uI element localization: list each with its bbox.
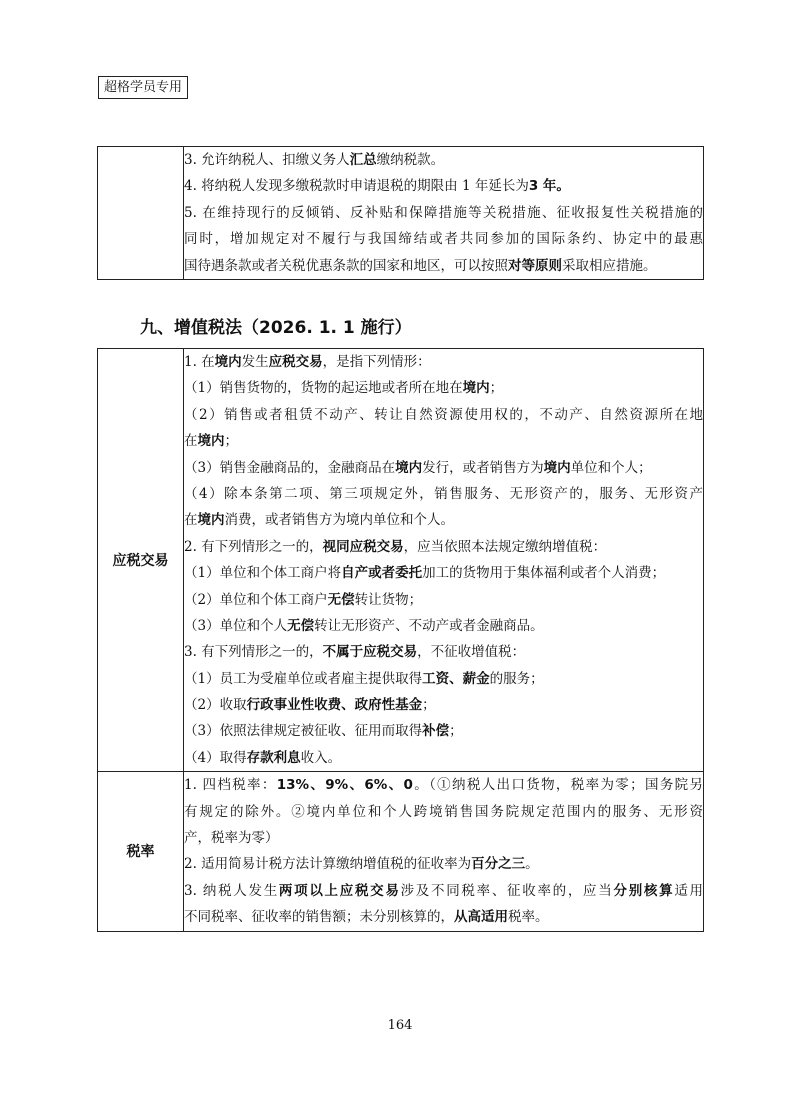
text: 适用	[674, 882, 703, 899]
row-content	[184, 349, 704, 772]
bold-text: 存款利息	[246, 749, 301, 766]
text: 2. 适用简易计税方法计算缴纳增值税的征收率为	[184, 856, 472, 873]
text: ；	[449, 723, 463, 740]
text: （3）单位和个人	[184, 617, 288, 634]
text: 产，税率为零）	[184, 830, 279, 847]
row-label: 税率	[98, 772, 184, 931]
text-line	[184, 851, 703, 877]
bold-text: 3 年。	[528, 178, 570, 195]
text: （3）销售金融商品的，金融商品在	[184, 459, 396, 476]
text: （2）收取	[184, 697, 247, 714]
text: 1. 在	[184, 354, 215, 370]
text: 4. 将纳税人发现多缴税款时申请退税的期限由 1 年延长为	[184, 178, 529, 195]
header-badge: 超格学员专用	[98, 76, 188, 99]
text-line	[184, 772, 703, 798]
text-line	[184, 560, 703, 586]
text-line	[184, 904, 703, 930]
continuation-label-cell	[98, 147, 184, 280]
bold-text: 无偿	[287, 617, 315, 634]
text-line	[184, 455, 703, 481]
bold-text: 13%、9%、6%、0	[276, 777, 413, 794]
text: 税率。	[508, 909, 549, 926]
bold-text: 工资、薪金	[422, 670, 490, 687]
continuation-table	[97, 146, 704, 280]
text-line	[184, 147, 703, 173]
text-line	[184, 534, 703, 560]
bold-text: 行政事业性收费、政府性基金	[246, 697, 423, 714]
bold-text: 两项以上应税交易	[278, 882, 401, 899]
text: 采取相应措施。	[562, 257, 657, 274]
vat-row-tax-rate	[98, 772, 704, 931]
text: ；	[224, 433, 238, 450]
text: （1）员工为受雇单位或者雇主提供取得	[184, 670, 423, 687]
bold-text: 境内	[214, 354, 242, 370]
text: 不同税率、征收率的销售额；未分别核算的，	[184, 909, 454, 926]
text: 缴纳税款。	[376, 152, 445, 168]
vat-row-taxable-transaction	[98, 349, 704, 772]
text: 消费，或者销售方为境内单位和个人。	[224, 512, 454, 529]
row-label: 应税交易	[98, 349, 184, 772]
bold-text: 百分之三	[471, 856, 526, 873]
text-line	[184, 481, 703, 507]
bold-text: 境内	[462, 380, 490, 397]
text-line	[184, 587, 703, 613]
text: 3. 纳税人发生	[184, 882, 279, 899]
text: 国待遇条款或者关税优惠条款的国家和地区，可以按照	[184, 257, 508, 274]
bold-text: 不属于应税交易	[322, 644, 418, 661]
text-line	[184, 226, 703, 252]
text: 发生	[241, 354, 269, 370]
text: 3. 允许纳税人、扣缴义务人	[184, 152, 350, 168]
text: （1）单位和个体工商户将	[184, 565, 342, 582]
bold-text: 对等原则	[508, 257, 562, 274]
bold-text: 视同应税交易	[322, 538, 404, 555]
text: 转让货物；	[354, 591, 423, 608]
bold-text: 无偿	[327, 591, 355, 608]
text: （4）除本条第二项、第三项规定外，销售服务、无形资产的，服务、无形资产	[184, 485, 703, 502]
bold-text: 汇总	[349, 152, 377, 168]
text: （1）销售货物的，货物的起运地或者所在地在	[184, 380, 463, 397]
text: （3）依照法律规定被征收、征用而取得	[184, 723, 423, 740]
text: 在	[184, 433, 198, 450]
text-line	[184, 375, 703, 401]
text: ，不征收增值税：	[417, 644, 526, 661]
bold-text: 境内	[197, 433, 225, 450]
text: ；	[422, 697, 436, 714]
text: （2）单位和个体工商户	[184, 591, 328, 608]
continuation-content-cell	[184, 147, 704, 280]
text: 。（①纳税人出口货物，税率为零；国务院另	[412, 777, 703, 794]
text: 加工的货物用于集体福利或者个人消费；	[422, 565, 666, 582]
text: 3. 有下列情形之一的，	[184, 644, 323, 661]
text-line	[184, 402, 703, 428]
text: 涉及不同税率、征收率的，应当	[400, 882, 614, 899]
text-line	[184, 428, 703, 454]
text-line	[184, 253, 703, 279]
bold-text: 境内	[197, 512, 225, 529]
text-line	[184, 666, 703, 692]
text: 2. 有下列情形之一的，	[184, 538, 323, 555]
text: 转让无形资产、不动产或者金融商品。	[314, 617, 544, 634]
bold-text: 分别核算	[613, 882, 675, 899]
bold-text: 境内	[543, 459, 571, 476]
text: （2）销售或者租赁不动产、转让自然资源使用权的，不动产、自然资源所在地	[184, 406, 703, 423]
text: ；	[489, 380, 504, 397]
text-line	[184, 825, 703, 851]
text: 。	[525, 856, 539, 873]
text: 单位和个人；	[570, 459, 652, 476]
text-line	[184, 613, 703, 639]
text: ，应当依照本法规定缴纳增值税：	[403, 538, 607, 555]
text: 5. 在维持现行的反倾销、反补贴和保障措施等关税措施、征收报复性关税措施的	[184, 204, 703, 221]
text-line	[184, 745, 703, 771]
text: ，是指下列情形：	[322, 354, 431, 370]
text-line	[184, 173, 703, 199]
text-line	[184, 718, 703, 744]
text: 有规定的除外。②境内单位和个人跨境销售国务院规定范围内的服务、无形资	[184, 803, 703, 820]
text: 同时，增加规定对不履行与我国缔结或者共同参加的国际条约、协定中的最惠	[184, 231, 703, 248]
text: 在	[184, 512, 198, 529]
text-line	[184, 349, 703, 375]
bold-text: 补偿	[422, 723, 450, 740]
text-line	[184, 799, 703, 825]
text: 发行，或者销售方为	[422, 459, 544, 476]
bold-text: 应税交易	[268, 354, 323, 370]
text-line	[184, 639, 703, 665]
vat-table	[97, 348, 704, 932]
text: 的服务；	[489, 670, 544, 687]
bold-text: 自产或者委托	[341, 565, 423, 582]
text-line	[184, 692, 703, 718]
text: 收入。	[300, 749, 342, 766]
text-line	[184, 507, 703, 533]
text-line	[184, 878, 703, 904]
bold-text: 境内	[395, 459, 423, 476]
section-title: 九、增值税法（2026. 1. 1 施行）	[140, 318, 412, 338]
text-line	[184, 200, 703, 226]
page-number: 164	[387, 1018, 413, 1033]
text: 1. 四档税率：	[184, 777, 277, 794]
row-content	[184, 772, 704, 931]
text: （4）取得	[184, 749, 247, 766]
bold-text: 从高适用	[454, 909, 508, 926]
